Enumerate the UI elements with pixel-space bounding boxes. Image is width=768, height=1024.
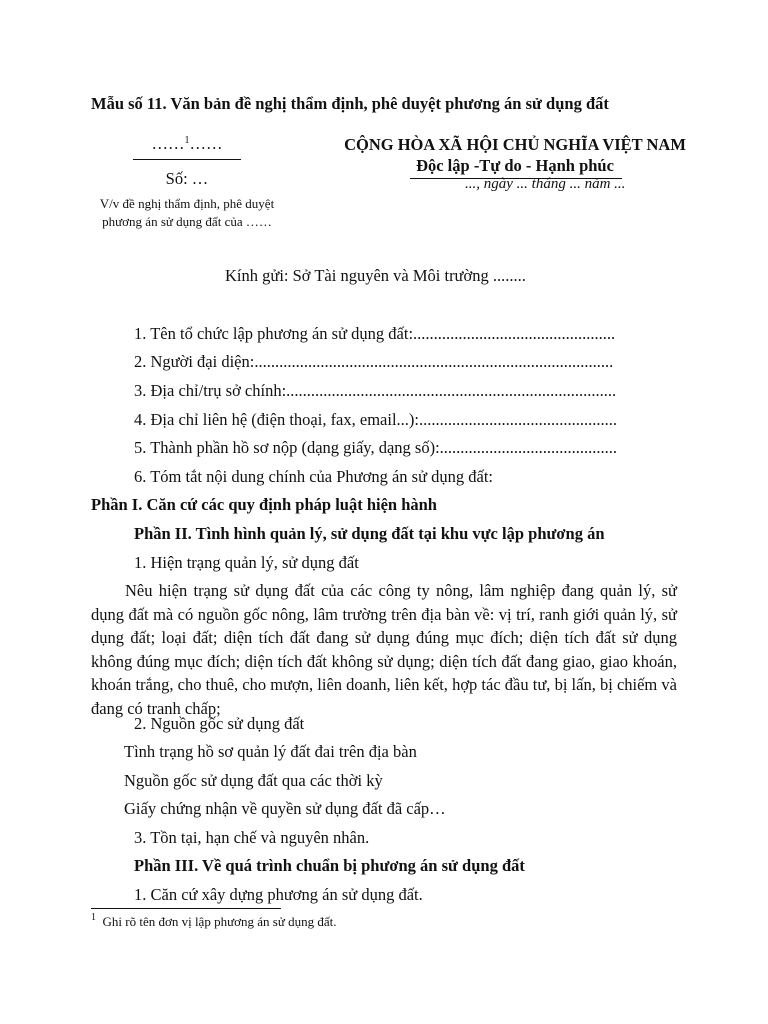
org-name-placeholder: ……$^1$…… — [151, 134, 223, 153]
document-number: Số: … — [165, 169, 209, 188]
field-summary: 6. Tóm tắt nội dung chính của Phương án sử dụng đất: — [134, 467, 494, 486]
field-organization-name: 1. Tên tổ chức lập phương án sử dụng đất:................................................. — [134, 324, 616, 343]
org-underline — [133, 159, 241, 160]
field-dossier-components: 5. Thành phần hồ sơ nộp (dạng giấy, dạng số):........................................... — [134, 438, 618, 457]
part-2-line-b: Nguồn gốc sử dụng đất qua các thời kỳ — [124, 771, 383, 790]
footnote: $^1$ Ghi rõ tên đơn vị lập phương án sử dụng đất. — [91, 912, 337, 929]
form-title: Mẫu số 11. Văn bản đề nghị thẩm định, phê duyệt phương án sử dụng đất — [91, 94, 609, 113]
footnote-ref: 1 — [184, 135, 190, 146]
field-contact-address: 4. Địa chỉ liên hệ (điện thoại, fax, email...):................................................ — [134, 410, 617, 429]
footnote-separator — [91, 908, 281, 909]
part-2-paragraph: Nêu hiện trạng sử dụng đất của các công ty nông, lâm nghiệp đang quản lý, sử dụng đất mà có nguồn gốc nông, lâm trường trên địa bàn về: vị trí, ranh giới quản lý, sử dụng đất; loại đất; diện tích đất đang sử dụng đúng mục đích; diện tích đất sử dụng không đúng mục đích; diện tích đất không sử dụng; diện tích đất đang giao, giao khoán, khoán trắng, cho thuê, cho mượn, liên doanh, liên kết, hợp tác đầu tư, bị lấn, bị chiếm và đang có tranh chấp; — [91, 581, 677, 718]
part-2-heading: Phần II. Tình hình quản lý, sử dụng đất tại khu vực lập phương án — [134, 524, 605, 543]
part-3-item-1: 1. Căn cứ xây dựng phương án sử dụng đất. — [134, 885, 423, 904]
nation-title: CỘNG HÒA XÃ HỘI CHỦ NGHĨA VIỆT NAM — [344, 135, 686, 154]
part-2-line-a: Tình trạng hồ sơ quản lý đất đai trên địa bàn — [124, 742, 417, 761]
part-2-item-3: 3. Tồn tại, hạn chế và nguyên nhân. — [134, 828, 370, 847]
field-representative: 2. Người đại diện:....................................................................................... — [134, 352, 614, 371]
subject-line-1: V/v đề nghị thẩm định, phê duyệt — [99, 196, 275, 211]
part-2-line-c: Giấy chứng nhận về quyền sử dụng đất đã cấp… — [124, 799, 446, 818]
field-head-office-address: 3. Địa chỉ/trụ sở chính:................................................................................ — [134, 381, 617, 400]
footnote-mark: 1 — [91, 912, 96, 923]
recipient-line: Kính gửi: Sở Tài nguyên và Môi trường ........ — [225, 266, 526, 285]
part-3-heading: Phần III. Về quá trình chuẩn bị phương án sử dụng đất — [134, 856, 525, 875]
part-2-item-2: 2. Nguồn gốc sử dụng đất — [134, 714, 305, 733]
date-line: ..., ngày ... tháng ... năm ... — [465, 176, 626, 192]
motto: Độc lập -Tự do - Hạnh phúc — [416, 156, 614, 175]
part-1-heading: Phần I. Căn cứ các quy định pháp luật hiện hành — [91, 495, 437, 514]
subject-line-2: phương án sử dụng đất của …… — [102, 214, 272, 229]
part-2-item-1: 1. Hiện trạng quản lý, sử dụng đất — [134, 553, 359, 572]
